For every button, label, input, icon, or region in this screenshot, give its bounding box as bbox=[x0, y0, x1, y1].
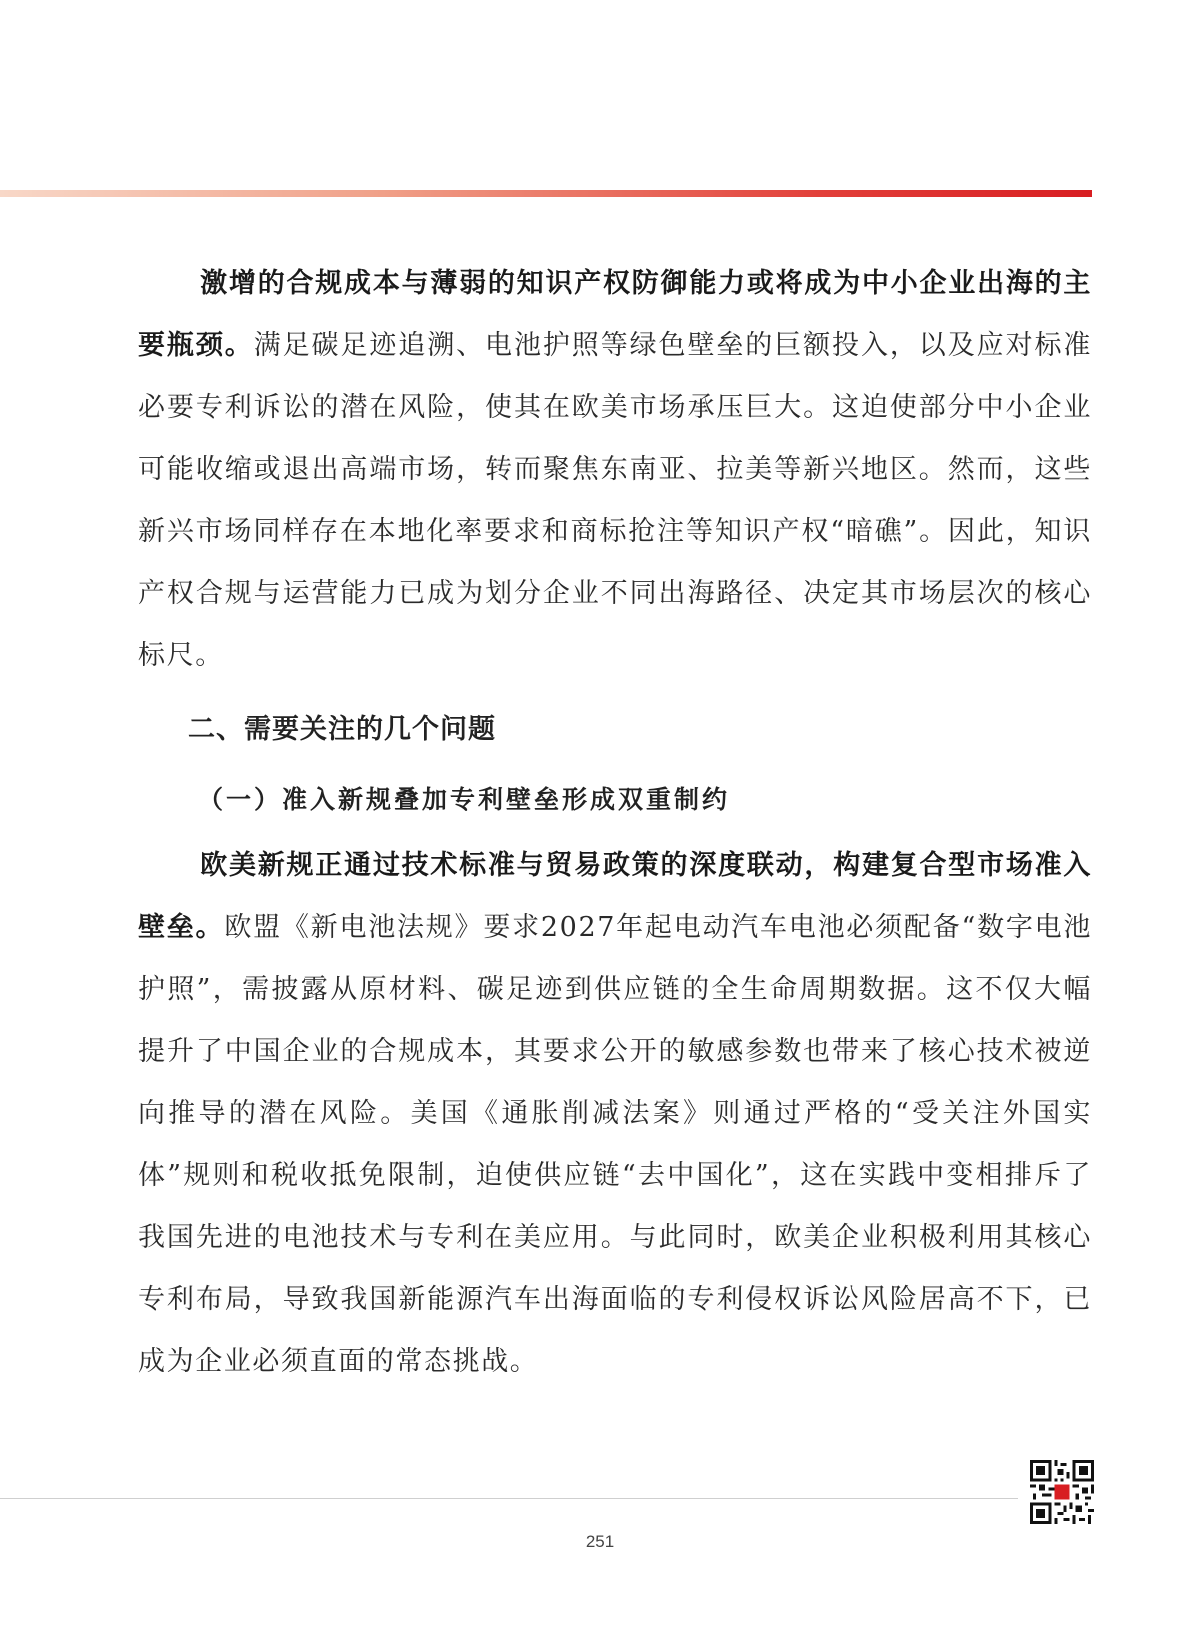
paragraph-1 bbox=[138, 253, 1092, 687]
subsection-heading: （一）准入新规叠加专利壁垒形成双重制约 bbox=[198, 785, 731, 814]
qr-code-icon bbox=[1030, 1460, 1094, 1524]
paragraph-2 bbox=[138, 835, 1092, 1393]
paragraph-1-body: 满足碳足迹追溯、电池护照等绿色壁垒的巨额投入，以及应对标准必要专利诉讼的潜在风险，使其在欧美市场承压巨大。这迫使部分中小企业可能收缩或退出高端市场，转而聚焦东南亚、拉美等新兴地区。然而，这些新兴市场同样存在本地化率要求和商标抢注等知识产权“暗礁”。因此，知识产权合规与运营能力已成为划分企业不同出海路径、决定其市场层次的核心标尺。 bbox=[138, 330, 1092, 671]
footer-rule bbox=[0, 1498, 1018, 1499]
section-heading: 二、需要关注的几个问题 bbox=[188, 714, 496, 745]
paragraph-2-lead: 欧美新规正通过技术标准与贸易政策的深度联动，构建复合型市场准入壁垒。 bbox=[138, 850, 1092, 943]
paragraph-1-lead: 激增的合规成本与薄弱的知识产权防御能力或将成为中小企业出海的主要瓶颈。 bbox=[138, 268, 1092, 361]
paragraph-2-body: 欧盟《新电池法规》要求2027年起电动汽车电池必须配备“数字电池护照”，需披露从原材料、碳足迹到供应链的全生命周期数据。这不仅大幅提升了中国企业的合规成本，其要求公开的敏感参数也带来了核心技术被逆向推导的潜在风险。美国《通胀削减法案》则通过严格的“受关注外国实体”规则和税收抵免限制，迫使供应链“去中国化”，这在实践中变相排斥了我国先进的电池技术与专利在美应用。与此同时，欧美企业积极利用其核心专利布局，导致我国新能源汽车出海面临的专利侵权诉讼风险居高不下，已成为企业必须直面的常态挑战。 bbox=[138, 912, 1092, 1377]
header-accent-rule bbox=[0, 190, 1092, 197]
page-number: 251 bbox=[585, 1532, 615, 1551]
